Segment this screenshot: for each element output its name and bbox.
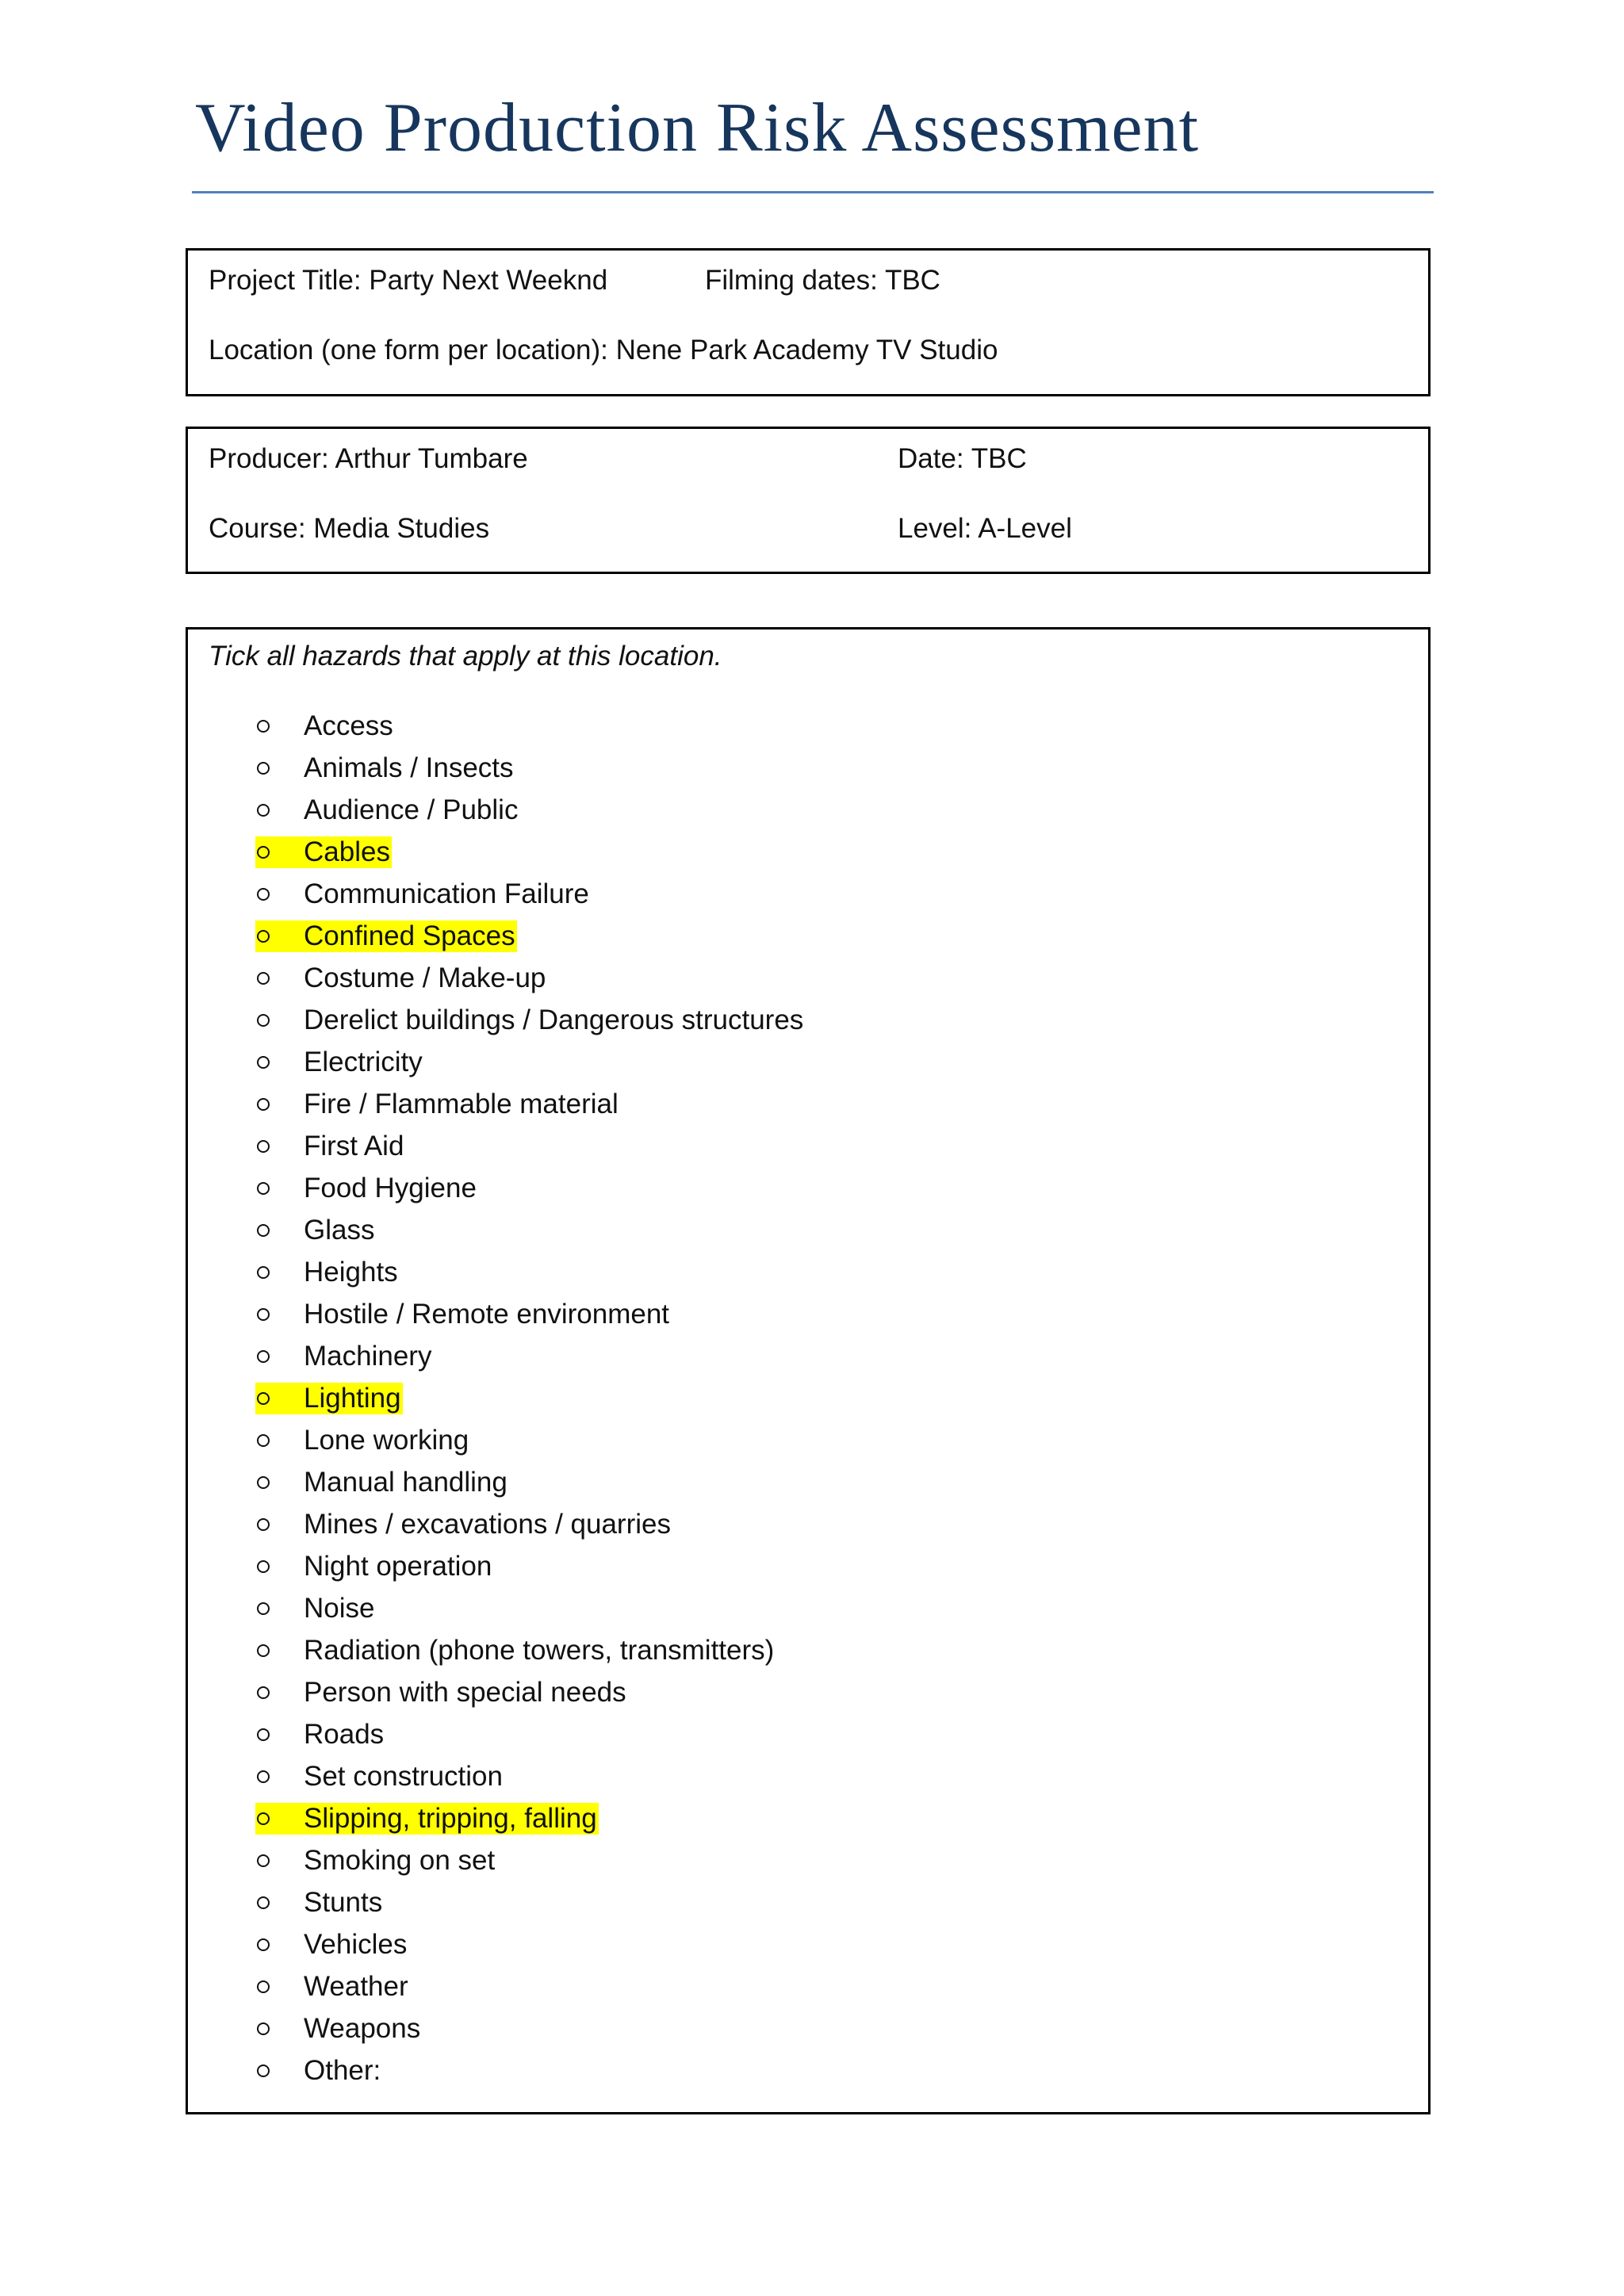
hazard-label: Slipping, tripping, falling xyxy=(304,1803,597,1834)
date-field[interactable]: Date: TBC xyxy=(898,443,1027,474)
checkbox-circle-icon[interactable] xyxy=(257,720,270,733)
hazard-option[interactable] xyxy=(255,2055,382,2087)
hazard-label: Machinery xyxy=(304,1341,432,1372)
hazard-label: Vehicles xyxy=(304,1929,408,1960)
hazard-item[interactable] xyxy=(188,1845,1139,1887)
hazard-item[interactable] xyxy=(188,1173,1139,1215)
checkbox-circle-icon[interactable] xyxy=(257,2064,270,2077)
hazard-option[interactable] xyxy=(255,1845,496,1877)
hazard-label: Lighting xyxy=(304,1383,401,1414)
hazard-label: Heights xyxy=(304,1257,398,1288)
location-field[interactable]: Location (one form per location): Nene Park Academy TV Studio xyxy=(209,335,998,365)
hazard-label: Lone working xyxy=(304,1425,469,1456)
hazard-item[interactable] xyxy=(188,1929,1139,1971)
hazard-label: Food Hygiene xyxy=(304,1173,477,1203)
checkbox-circle-icon[interactable] xyxy=(257,1266,270,1279)
hazard-label: Weapons xyxy=(304,2013,421,2044)
hazard-option[interactable] xyxy=(255,1929,408,1961)
hazard-item[interactable] xyxy=(188,1047,1139,1089)
hazard-option[interactable] xyxy=(255,1341,433,1372)
hazard-option[interactable] xyxy=(255,1971,410,2003)
hazard-item[interactable] xyxy=(188,1089,1139,1131)
hazard-label: Person with special needs xyxy=(304,1677,626,1708)
hazard-label: Confined Spaces xyxy=(304,920,515,951)
checkbox-circle-icon[interactable] xyxy=(257,1770,270,1783)
hazard-item[interactable] xyxy=(188,794,1139,836)
hazard-label: Audience / Public xyxy=(304,794,519,825)
hazard-option[interactable] xyxy=(255,1215,376,1246)
hazard-item[interactable] xyxy=(188,1677,1139,1719)
hazard-label: Fire / Flammable material xyxy=(304,1089,619,1119)
hazard-label: Noise xyxy=(304,1593,375,1624)
hazard-item[interactable] xyxy=(188,1383,1139,1425)
hazard-label: Animals / Insects xyxy=(304,752,514,783)
checkbox-circle-icon[interactable] xyxy=(257,1644,270,1657)
hazards-instruction: Tick all hazards that apply at this location. xyxy=(209,641,722,672)
checkbox-circle-icon[interactable] xyxy=(257,1014,270,1027)
hazard-label: Costume / Make-up xyxy=(304,962,546,993)
checkbox-circle-icon[interactable] xyxy=(257,804,270,817)
level-field[interactable]: Level: A-Level xyxy=(898,513,1072,544)
hazard-item[interactable] xyxy=(188,1215,1139,1257)
hazard-item[interactable] xyxy=(188,1004,1139,1047)
checkbox-circle-icon[interactable] xyxy=(257,1980,270,1993)
hazard-label: Electricity xyxy=(304,1047,423,1077)
hazard-item[interactable] xyxy=(188,1635,1139,1677)
hazard-option[interactable] xyxy=(255,1131,405,1162)
checkbox-circle-icon[interactable] xyxy=(257,1896,270,1909)
hazard-label: Access xyxy=(304,710,393,741)
hazard-item[interactable] xyxy=(188,1467,1139,1509)
checkbox-circle-icon[interactable] xyxy=(257,1392,270,1405)
checkbox-circle-icon[interactable] xyxy=(257,1182,270,1195)
hazard-option[interactable] xyxy=(255,1257,400,1288)
checkbox-circle-icon[interactable] xyxy=(257,930,270,943)
hazard-item[interactable] xyxy=(188,1257,1139,1299)
project-details-box xyxy=(186,248,1431,396)
checkbox-circle-icon[interactable] xyxy=(257,1728,270,1741)
checkbox-circle-icon[interactable] xyxy=(257,2022,270,2035)
hazard-item[interactable] xyxy=(188,1299,1139,1341)
checkbox-circle-icon[interactable] xyxy=(257,1308,270,1321)
hazard-item[interactable] xyxy=(188,1131,1139,1173)
hazard-option[interactable] xyxy=(255,710,395,742)
hazard-option[interactable] xyxy=(255,1719,385,1751)
hazard-item[interactable] xyxy=(188,2055,1139,2097)
hazard-option[interactable] xyxy=(255,1887,384,1919)
hazard-item[interactable] xyxy=(188,962,1139,1004)
hazard-option[interactable] xyxy=(255,1299,671,1330)
title-divider xyxy=(192,191,1434,193)
hazard-label: Cables xyxy=(304,836,390,867)
hazard-label: Smoking on set xyxy=(304,1845,496,1876)
checkbox-circle-icon[interactable] xyxy=(257,1854,270,1867)
hazard-label: Glass xyxy=(304,1215,375,1246)
hazard-item[interactable] xyxy=(188,710,1139,752)
hazard-option[interactable] xyxy=(255,1509,672,1540)
checkbox-circle-icon[interactable] xyxy=(257,888,270,901)
hazard-item[interactable] xyxy=(188,1761,1139,1803)
hazard-option[interactable] xyxy=(255,2013,422,2045)
checkbox-circle-icon[interactable] xyxy=(257,1518,270,1531)
hazard-label: Other: xyxy=(304,2055,381,2086)
hazard-item[interactable] xyxy=(188,1719,1139,1761)
checkbox-circle-icon[interactable] xyxy=(257,1938,270,1951)
highlighted-hazard[interactable] xyxy=(255,1383,403,1414)
hazard-label: Stunts xyxy=(304,1887,383,1918)
hazard-option[interactable] xyxy=(255,1635,776,1667)
checkbox-circle-icon[interactable] xyxy=(257,972,270,985)
producer-details-box xyxy=(186,427,1431,574)
hazard-option[interactable] xyxy=(255,1677,628,1709)
hazard-item[interactable] xyxy=(188,752,1139,794)
highlighted-hazard[interactable] xyxy=(255,836,392,868)
hazard-item[interactable] xyxy=(188,1551,1139,1593)
checkbox-circle-icon[interactable] xyxy=(257,1224,270,1237)
hazard-label: Set construction xyxy=(304,1761,503,1792)
hazard-label: Derelict buildings / Dangerous structures xyxy=(304,1004,804,1035)
hazard-option[interactable] xyxy=(255,1173,478,1204)
course-field[interactable]: Course: Media Studies xyxy=(209,513,490,544)
hazard-label: Mines / excavations / quarries xyxy=(304,1509,671,1540)
hazard-item[interactable] xyxy=(188,1509,1139,1551)
hazard-option[interactable] xyxy=(255,1089,620,1120)
hazard-option[interactable] xyxy=(255,1551,493,1582)
hazard-item[interactable] xyxy=(188,1803,1139,1845)
hazard-item[interactable] xyxy=(188,1593,1139,1635)
hazards-box xyxy=(186,627,1431,2114)
hazard-label: Night operation xyxy=(304,1551,492,1582)
checkbox-circle-icon[interactable] xyxy=(257,1560,270,1573)
highlighted-hazard[interactable] xyxy=(255,920,517,952)
checkbox-circle-icon[interactable] xyxy=(257,1686,270,1699)
hazard-label: Radiation (phone towers, transmitters) xyxy=(304,1635,775,1666)
hazard-option[interactable] xyxy=(255,1004,805,1036)
hazard-option[interactable] xyxy=(255,878,591,910)
hazard-label: Communication Failure xyxy=(304,878,589,909)
producer-field[interactable]: Producer: Arthur Tumbare xyxy=(209,443,528,474)
hazard-option[interactable] xyxy=(255,962,547,994)
checkbox-circle-icon[interactable] xyxy=(257,1350,270,1363)
hazard-label: Hostile / Remote environment xyxy=(304,1299,670,1330)
checkbox-circle-icon[interactable] xyxy=(257,846,270,859)
hazard-item[interactable] xyxy=(188,878,1139,920)
checkbox-circle-icon[interactable] xyxy=(257,1602,270,1615)
hazard-item[interactable] xyxy=(188,2013,1139,2055)
hazard-option[interactable] xyxy=(255,1467,509,1498)
checkbox-circle-icon[interactable] xyxy=(257,1434,270,1447)
hazard-option[interactable] xyxy=(255,794,519,826)
hazard-item[interactable] xyxy=(188,836,1139,878)
checkbox-circle-icon[interactable] xyxy=(257,1140,270,1153)
hazard-label: Roads xyxy=(304,1719,385,1750)
hazard-item[interactable] xyxy=(188,1341,1139,1383)
checkbox-circle-icon[interactable] xyxy=(257,1812,270,1825)
hazard-checklist xyxy=(188,710,1139,2097)
filming-dates-field[interactable]: Filming dates: TBC xyxy=(705,265,940,296)
project-title-field[interactable]: Project Title: Party Next Weeknd xyxy=(209,265,608,296)
hazard-option[interactable] xyxy=(255,1593,376,1624)
hazard-label: First Aid xyxy=(304,1131,404,1161)
page-title: Video Production Risk Assessment xyxy=(195,90,1200,166)
checkbox-circle-icon[interactable] xyxy=(257,1098,270,1111)
checkbox-circle-icon[interactable] xyxy=(257,762,270,775)
hazard-option[interactable] xyxy=(255,752,515,784)
hazard-item[interactable] xyxy=(188,920,1139,962)
checkbox-circle-icon[interactable] xyxy=(257,1476,270,1489)
hazard-option[interactable] xyxy=(255,1761,504,1793)
hazard-label: Weather xyxy=(304,1971,408,2002)
hazard-option[interactable] xyxy=(255,1047,424,1078)
hazard-label: Manual handling xyxy=(304,1467,508,1498)
hazard-item[interactable] xyxy=(188,1887,1139,1929)
hazard-option[interactable] xyxy=(255,1425,470,1456)
hazard-item[interactable] xyxy=(188,1425,1139,1467)
highlighted-hazard[interactable] xyxy=(255,1803,599,1835)
checkbox-circle-icon[interactable] xyxy=(257,1056,270,1069)
hazard-item[interactable] xyxy=(188,1971,1139,2013)
